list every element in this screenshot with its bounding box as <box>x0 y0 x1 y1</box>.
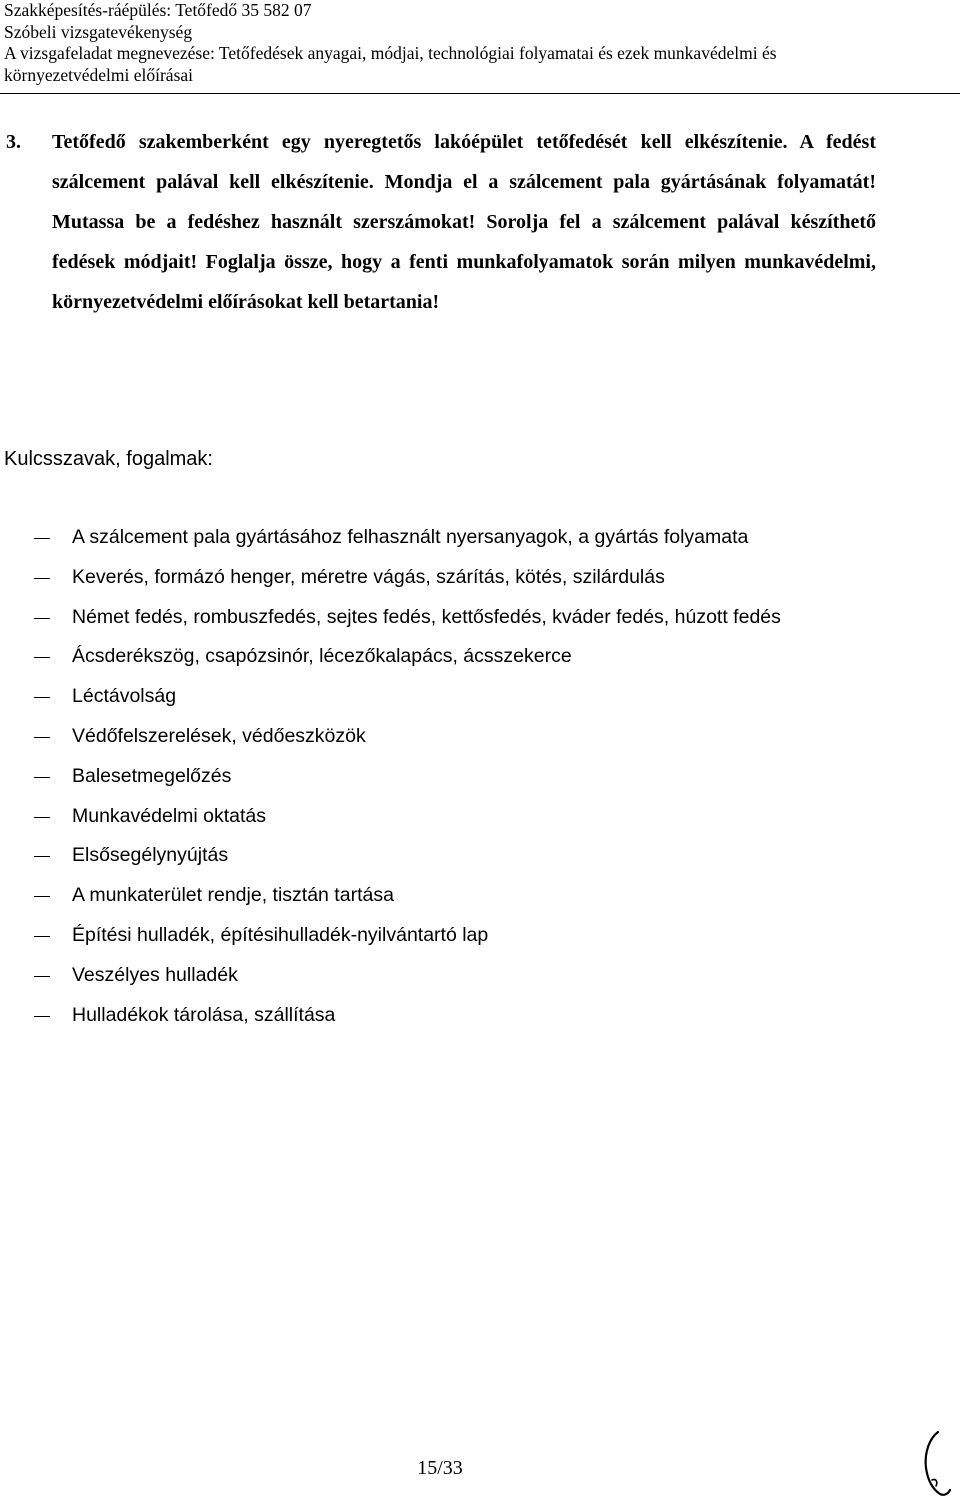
document-header <box>4 0 954 86</box>
dash-bullet-icon <box>34 1016 50 1017</box>
keyword-item <box>0 996 940 1036</box>
dash-bullet-icon <box>34 976 50 977</box>
keyword-item <box>0 717 940 757</box>
keyword-text: Léctávolság <box>72 685 177 708</box>
dash-bullet-icon <box>34 657 50 658</box>
keyword-text: Veszélyes hulladék <box>72 963 238 986</box>
keyword-item <box>0 677 940 717</box>
dash-bullet-icon <box>34 578 50 579</box>
header-divider <box>0 93 960 94</box>
keyword-text: Ácsderékszög, csapózsinór, lécezőkalapács, ácsszekerce <box>72 645 572 668</box>
page-number: 15/33 <box>417 1457 463 1479</box>
keyword-text: A szálcement pala gyártásához felhasznált nyersanyagok, a gyártás folyamata <box>72 526 749 548</box>
keyword-item <box>0 916 940 956</box>
keyword-item <box>0 876 940 916</box>
keyword-item <box>0 797 940 837</box>
keyword-text: Munkavédelmi oktatás <box>72 804 267 827</box>
keyword-item <box>0 598 940 638</box>
keyword-item <box>0 757 940 797</box>
handwritten-signature-icon <box>918 1428 960 1500</box>
keyword-text: Védőfelszerelések, védőeszközök <box>72 724 366 747</box>
dash-bullet-icon <box>34 618 50 619</box>
question-number: 3. <box>6 131 21 153</box>
dash-bullet-icon <box>34 856 50 857</box>
dash-bullet-icon <box>34 936 50 937</box>
header-task-name: A vizsgafeladat megnevezése: Tetőfedések anyagai, módjai, technológiai folyamatai és ezek munkavédelmi és <box>4 43 777 63</box>
keyword-text: Német fedés, rombuszfedés, sejtes fedés, kettősfedés, kváder fedés, húzott fedés <box>72 605 781 628</box>
keyword-text: Hulladékok tárolása, szállítása <box>72 1003 336 1026</box>
dash-bullet-icon <box>34 896 50 897</box>
exam-question <box>6 122 876 322</box>
keywords-heading: Kulcsszavak, fogalmak: <box>4 448 213 470</box>
keyword-text: A munkaterület rendje, tisztán tartása <box>72 884 394 907</box>
keyword-text: Keverés, formázó henger, méretre vágás, szárítás, kötés, szilárdulás <box>72 565 665 588</box>
keyword-item <box>0 518 940 558</box>
header-exam-type: Szóbeli vizsgatevékenység <box>4 21 193 42</box>
keyword-item <box>0 836 940 876</box>
header-qualification: Szakképesítés-ráépülés: Tetőfedő 35 582 07 <box>4 0 312 20</box>
header-task-name-continued: környezetvédelmi előírásai <box>4 64 194 85</box>
question-text: Tetőfedő szakemberként egy nyeregtetős lakóépület tetőfedését kell elkészítenie. A fedést szálcement palával kell elkészítenie. Mondja el a szálcement pala gyártásának folyamatát! Mutassa be a fedéshez használt szerszámokat! Sorolja fel a szálcement palával készíthető fedések módjait! Foglalja össze, hogy a fenti munkafolyamatok során milyen munkavédelmi, környezetvédelmi előírásokat kell betartania! <box>52 131 876 313</box>
dash-bullet-icon <box>34 817 50 818</box>
keyword-item <box>0 956 940 996</box>
keyword-text: Építési hulladék, építésihulladék-nyilvántartó lap <box>72 923 489 946</box>
dash-bullet-icon <box>34 538 50 539</box>
keyword-item <box>0 558 940 598</box>
keyword-text: Elsősegélynyújtás <box>72 844 229 867</box>
keywords-list <box>0 518 940 1035</box>
keyword-item <box>0 637 940 677</box>
dash-bullet-icon <box>34 697 50 698</box>
dash-bullet-icon <box>34 737 50 738</box>
keyword-text: Balesetmegelőzés <box>72 764 232 787</box>
dash-bullet-icon <box>34 777 50 778</box>
